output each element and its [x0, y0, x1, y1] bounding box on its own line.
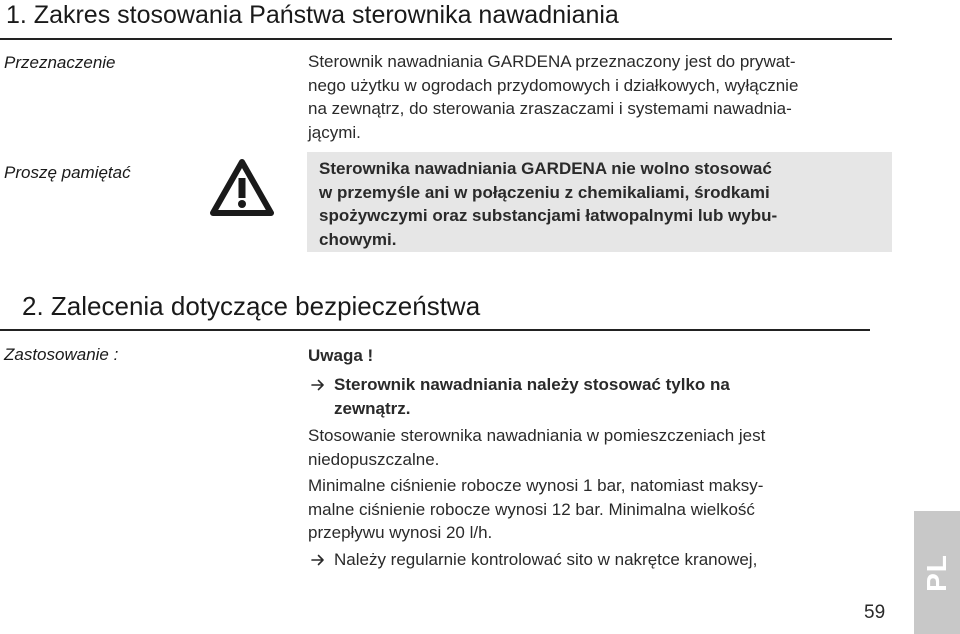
bullet-1-text	[334, 373, 874, 420]
purpose-line: jącymi.	[308, 122, 361, 142]
note-label: Proszę pamiętać	[4, 163, 131, 182]
arrow-right-icon	[311, 553, 325, 567]
paragraph-1	[308, 424, 888, 471]
warning-line: Sterownika nawadniania GARDENA nie wolno stosować	[319, 159, 772, 178]
section-2-heading: 2. Zalecenia dotyczące bezpieczeństwa	[22, 291, 481, 321]
bullet-1-line: Sterownik nawadniania należy stosować tylko na	[334, 375, 730, 394]
warning-line: spożywczymi oraz substancjami łatwopalnymi lub wybu-	[319, 206, 778, 225]
heading-rule-2	[0, 329, 870, 331]
application-label: Zastosowanie :	[4, 345, 119, 364]
warning-line: w przemyśle ani w połączeniu z chemikaliami, środkami	[319, 182, 770, 202]
purpose-line: nego użytku w ogrodach przydomowych i działkowych, wyłącznie	[308, 75, 799, 95]
bullet-2-text: Należy regularnie kontrolować sito w nakrętce kranowej,	[334, 550, 758, 569]
paragraph-1-line: niedopuszczalne.	[308, 449, 440, 469]
paragraph-2-line: Minimalne ciśnienie robocze wynosi 1 bar, natomiast maksy-	[308, 476, 764, 495]
arrow-right-icon	[311, 378, 325, 392]
purpose-line: Sterownik nawadniania GARDENA przeznaczony jest do prywat-	[308, 52, 796, 71]
warning-triangle-icon	[210, 158, 274, 216]
language-tab	[914, 511, 960, 634]
heading-rule-1	[0, 38, 892, 40]
warning-line: chowymi.	[319, 229, 397, 249]
purpose-label: Przeznaczenie	[4, 53, 116, 72]
bullet-1-line: zewnątrz.	[334, 398, 411, 418]
paragraph-1-line: Stosowanie sterownika nawadniania w pomieszczeniach jest	[308, 426, 766, 445]
warning-text	[319, 157, 859, 251]
paragraph-2-line: malne ciśnienie robocze wynosi 12 bar. Minimalna wielkość	[308, 499, 755, 519]
language-tab-label: PL	[921, 553, 952, 592]
page-number: 59	[864, 602, 886, 623]
purpose-line: na zewnątrz, do sterowania zraszaczami i systemami nawadnia-	[308, 99, 792, 118]
purpose-text	[308, 50, 888, 144]
attention-text: Uwaga !	[308, 346, 374, 365]
paragraph-2-line: przepływu wynosi 20 l/h.	[308, 523, 493, 542]
section-1-heading: 1. Zakres stosowania Państwa sterownika nawadniania	[6, 1, 619, 29]
paragraph-2	[308, 474, 888, 545]
